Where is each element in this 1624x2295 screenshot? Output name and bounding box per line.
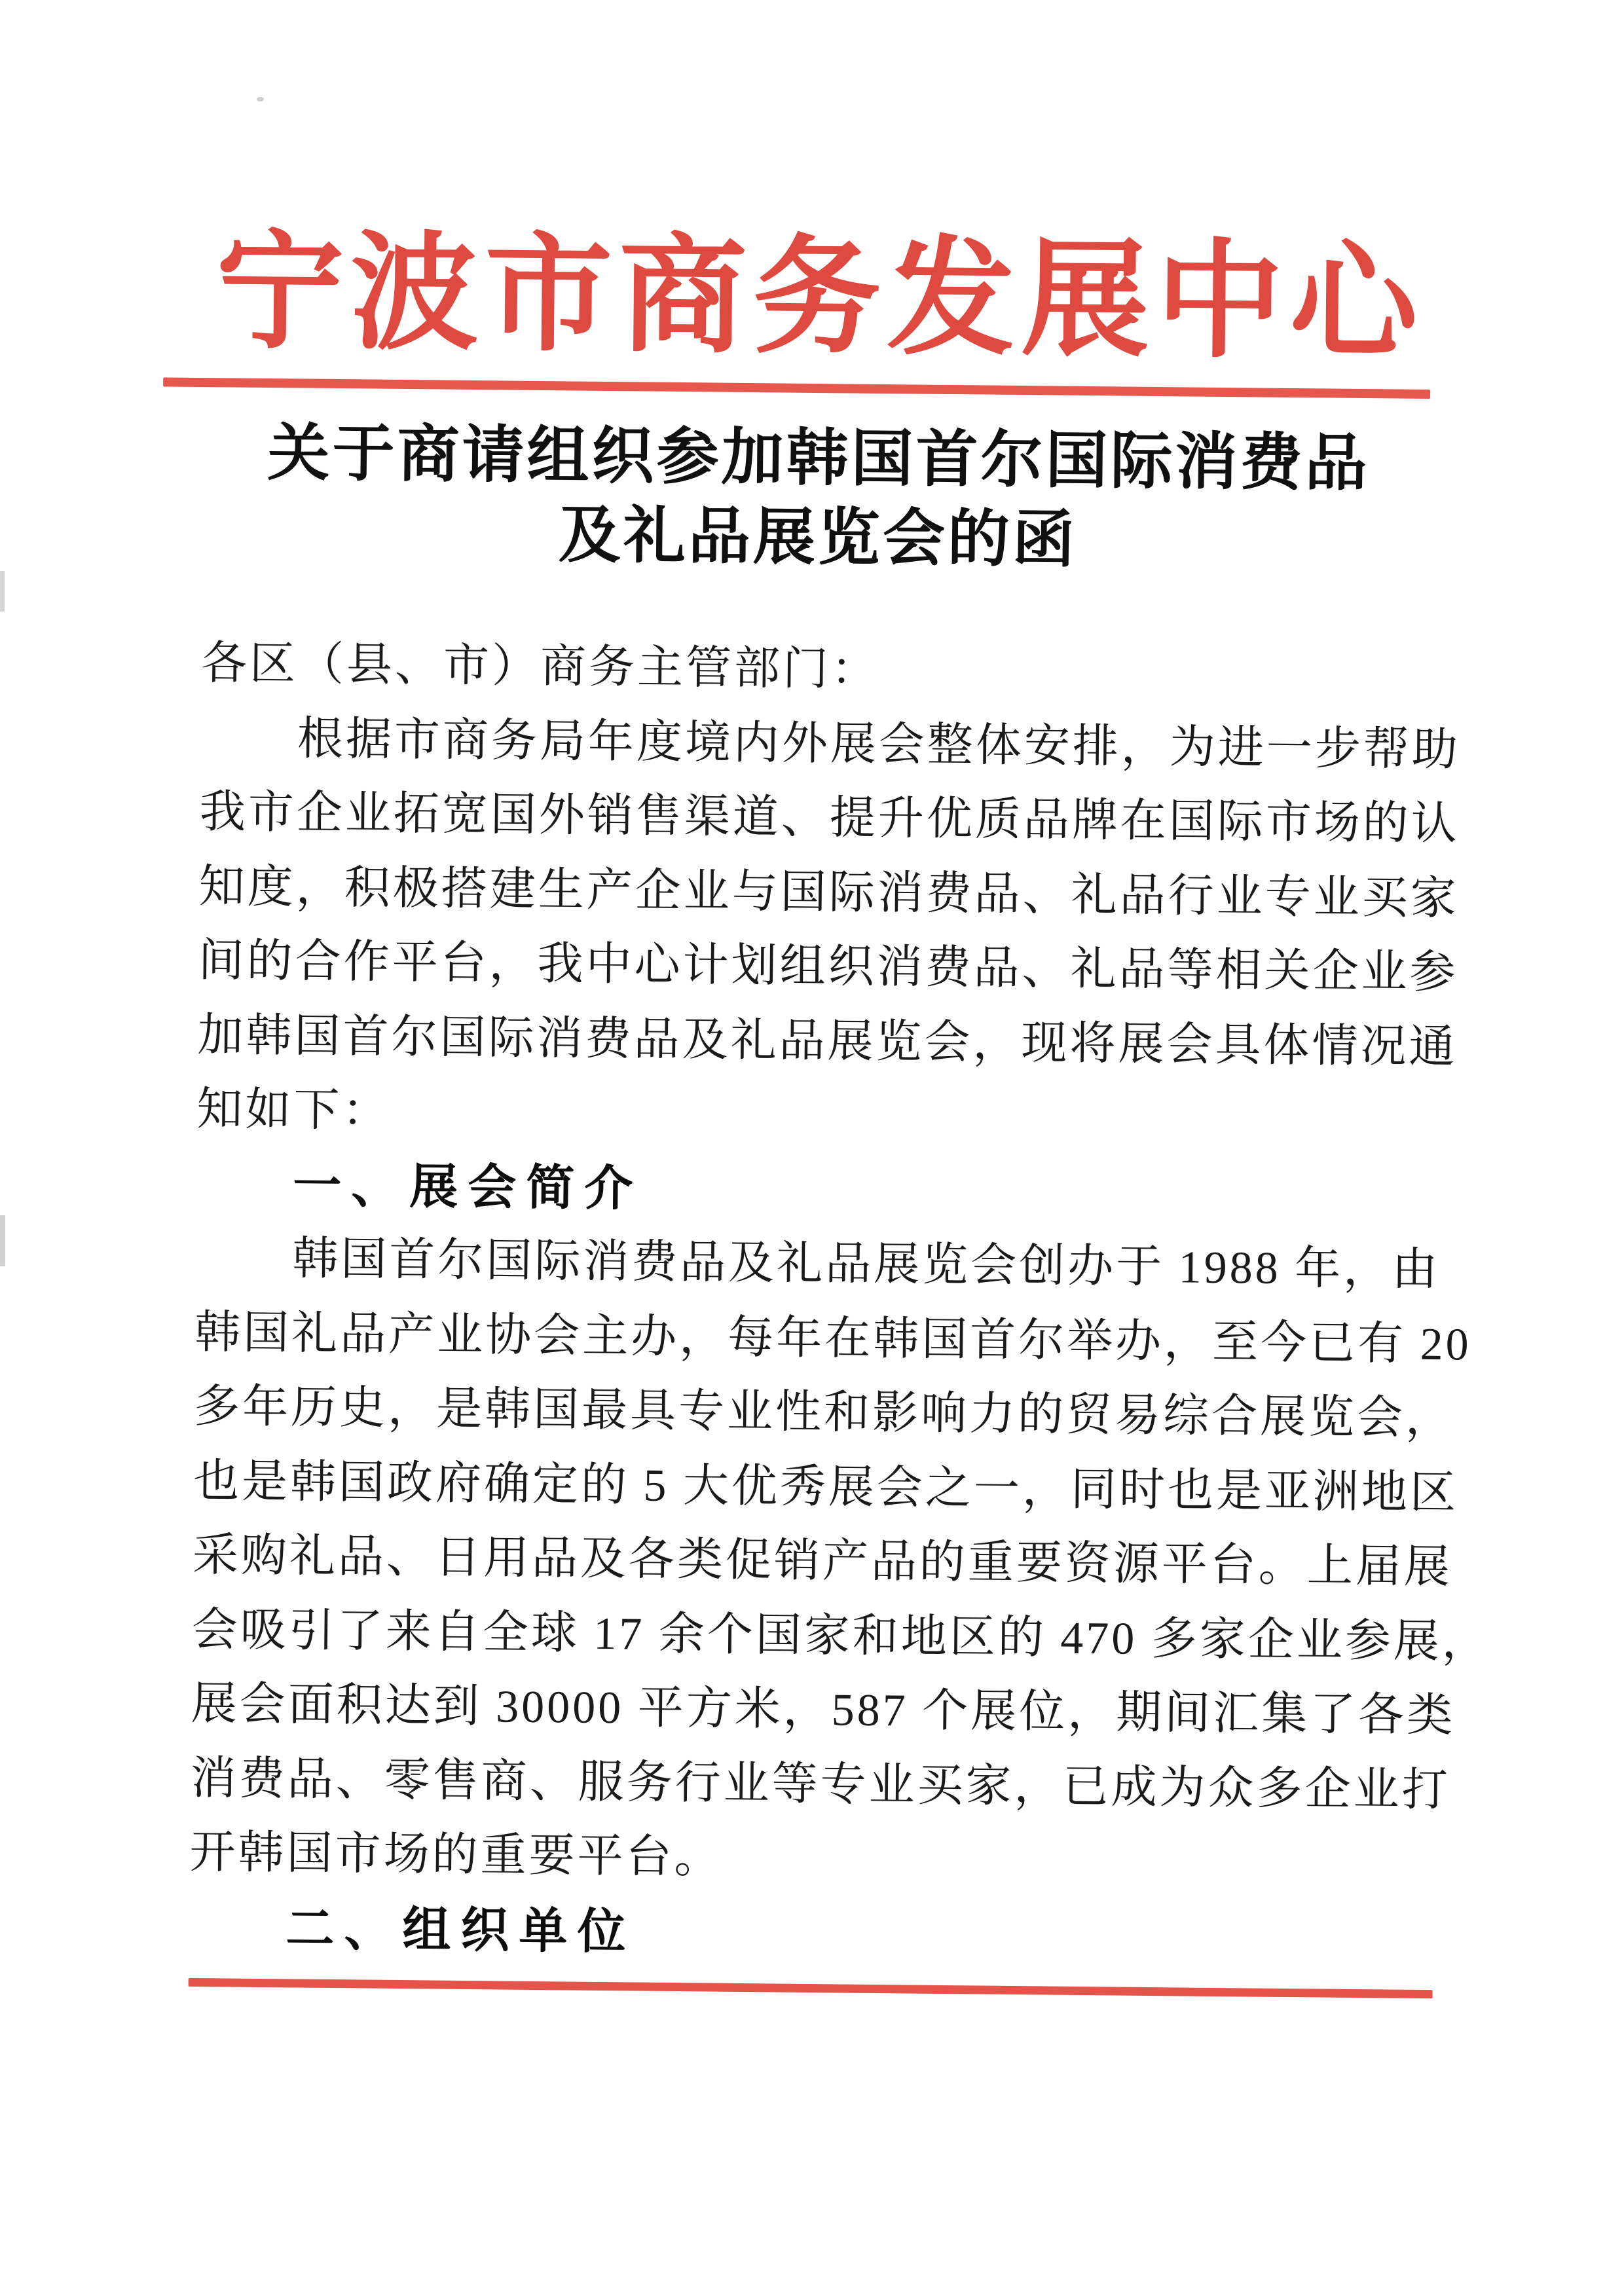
body-line: 会吸引了来自全球 17 余个国家和地区的 470 多家企业参展， [191, 1604, 1491, 1668]
document-body [189, 627, 1491, 1976]
body-line: 间的合作平台，我中心计划组织消费品、礼品等相关企业参 [198, 935, 1458, 999]
body-line: 韩国首尔国际消费品及礼品展览会创办于 1988 年，由 [291, 1234, 1441, 1296]
body-line: 知度，积极搭建生产企业与国际消费品、礼品行业专业买家 [198, 861, 1460, 924]
document-title-line1: 关于商请组织参加韩国首尔国际消费品 [267, 418, 1371, 499]
body-line: 采购礼品、日用品及各类促销产品的重要资源平台。上届展 [192, 1530, 1453, 1593]
body-line: 加韩国首尔国际消费品及礼品展览会，现将展会具体情况通 [197, 1010, 1458, 1073]
body-line: 消费品、零售商、服务行业等专业买家，已成为众多企业打 [190, 1753, 1450, 1816]
body-line: 根据市商务局年度境内外展会整体安排，为进一步帮助 [297, 713, 1461, 775]
body-line: 展会面积达到 30000 平方米，587 个展位，期间汇集了各类 [191, 1678, 1456, 1742]
salutation-line: 各区（县、市）商务主管部门： [200, 638, 880, 695]
body-line: 韩国礼品产业协会主办，每年在韩国首尔举办，至今已有 20 [194, 1307, 1472, 1370]
section-heading-2: 二、组织单位 [286, 1900, 636, 1958]
document-title-line2: 及礼品展览会的函 [558, 500, 1078, 575]
footer-divider [189, 1978, 1433, 1998]
section-heading-1: 一、展会简介 [292, 1157, 643, 1216]
body-line: 知如下： [196, 1084, 391, 1137]
body-line: 也是韩国政府确定的 5 大优秀展会之一，同时也是亚洲地区 [193, 1456, 1459, 1518]
scan-artifact [0, 571, 5, 612]
body-line: 开韩国市场的重要平台。 [189, 1827, 723, 1883]
body-line: 多年历史，是韩国最具专业性和影响力的贸易综合展览会， [193, 1381, 1454, 1444]
document-title [5, 411, 1624, 585]
letterhead-org-name: 宁波市商务发展中心 [215, 222, 1425, 375]
body-line: 我市企业拓宽国外销售渠道、提升优质品牌在国际市场的认 [199, 787, 1460, 850]
